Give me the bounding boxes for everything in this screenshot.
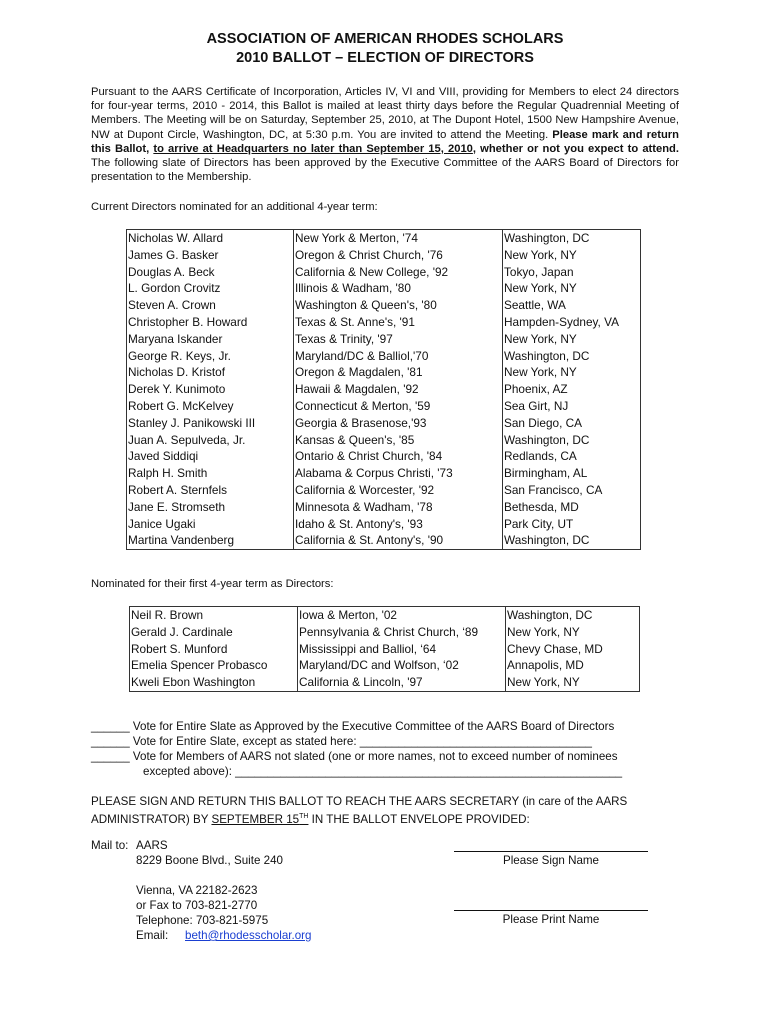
sign-name-label: Please Sign Name xyxy=(502,854,600,867)
cell-college: Kansas & Queen's, '85 xyxy=(294,432,503,449)
cell-college: Texas & Trinity, '97 xyxy=(294,331,503,348)
return-instruction-prefix: ADMINISTRATOR) BY xyxy=(91,813,212,826)
intro-deadline: to arrive at Headquarters no later than September 15, 2010 xyxy=(153,142,473,155)
intro-bold-1: Please mark and return this Ballot, xyxy=(91,128,679,155)
return-deadline xyxy=(211,813,308,826)
table-row xyxy=(127,415,641,432)
table-row xyxy=(127,398,641,415)
cell-name: George R. Keys, Jr. xyxy=(127,348,294,365)
return-instruction-line2 xyxy=(91,809,530,827)
mail-fax: or Fax to 703-821-2770 xyxy=(136,899,258,912)
cell-name: James G. Basker xyxy=(127,247,294,264)
cell-college: Washington & Queen's, '80 xyxy=(294,297,503,314)
cell-college: California & Lincoln, '97 xyxy=(298,674,506,691)
new-directors-label: Nominated for their first 4-year term as Directors: xyxy=(91,578,334,590)
cell-college: Hawaii & Magdalen, '92 xyxy=(294,381,503,398)
table-row xyxy=(130,641,640,658)
cell-name: Neil R. Brown xyxy=(130,607,298,624)
cell-college: Illinois & Wadham, '80 xyxy=(294,280,503,297)
cell-college: Connecticut & Merton, '59 xyxy=(294,398,503,415)
ballot-title-line2: 2010 BALLOT – ELECTION OF DIRECTORS xyxy=(236,50,534,66)
cell-name: Ralph H. Smith xyxy=(127,465,294,482)
cell-name: Gerald J. Cardinale xyxy=(130,624,298,641)
vote-option-not-slated[interactable]: ______ Vote for Members of AARS not slated (one or more names, not to exceed number of nominees xyxy=(91,750,618,763)
cell-college: Ontario & Christ Church, '84 xyxy=(294,448,503,465)
table-row xyxy=(127,280,641,297)
cell-location: Washington, DC xyxy=(503,348,641,365)
cell-location: San Francisco, CA xyxy=(503,482,641,499)
cell-location: Birmingham, AL xyxy=(503,465,641,482)
cell-college: California & St. Antony's, '90 xyxy=(294,532,503,549)
print-name-line[interactable] xyxy=(454,910,648,911)
intro-text-1: Pursuant to the AARS Certificate of Incorporation, Articles IV, VI and VIII, providing for Members to elect 24 directors for four-year terms, 2010 - 2014, this Ballot is mailed at least thirty days before the Regular Quadrennial Meeting of Members. The Meeting will be on Saturday, September 25, 2010, at The Dupont Hotel, 1500 New Hampshire Avenue, NW at Dupont Circle, Washington, DC, at 5:30 p.m. You are invited to attend the Meeting. xyxy=(91,86,679,141)
cell-college: Maryland/DC & Balliol,'70 xyxy=(294,348,503,365)
cell-name: Javed Siddiqi xyxy=(127,448,294,465)
mail-email-label: Email: xyxy=(136,929,169,942)
current-directors-table xyxy=(126,229,641,550)
table-row xyxy=(130,657,640,674)
cell-location: Washington, DC xyxy=(503,532,641,549)
cell-college: Iowa & Merton, '02 xyxy=(298,607,506,624)
cell-location: Washington, DC xyxy=(503,432,641,449)
cell-location: Seattle, WA xyxy=(503,297,641,314)
cell-name: Janice Ugaki xyxy=(127,516,294,533)
cell-location: Washington, DC xyxy=(506,607,640,624)
cell-location: New York, NY xyxy=(506,674,640,691)
table-row xyxy=(127,516,641,533)
cell-college: Texas & St. Anne's, '91 xyxy=(294,314,503,331)
cell-name: Martina Vandenberg xyxy=(127,532,294,549)
cell-college: Minnesota & Wadham, '78 xyxy=(294,499,503,516)
cell-college: Mississippi and Balliol, ‘64 xyxy=(298,641,506,658)
mail-to-label: Mail to: xyxy=(91,839,129,852)
table-row xyxy=(127,247,641,264)
cell-location: Hampden-Sydney, VA xyxy=(503,314,641,331)
cell-location: Bethesda, MD xyxy=(503,499,641,516)
mail-city: Vienna, VA 22182-2623 xyxy=(136,884,258,897)
ballot-title-line1: ASSOCIATION OF AMERICAN RHODES SCHOLARS xyxy=(206,31,564,47)
table-row xyxy=(130,674,640,691)
cell-name: Nicholas D. Kristof xyxy=(127,364,294,381)
cell-name: L. Gordon Crovitz xyxy=(127,280,294,297)
table-row xyxy=(127,348,641,365)
cell-college: Georgia & Brasenose,'93 xyxy=(294,415,503,432)
cell-location: New York, NY xyxy=(503,247,641,264)
table-row xyxy=(127,297,641,314)
intro-bold-2: , whether or not you expect to attend. xyxy=(472,142,680,155)
table-row xyxy=(127,482,641,499)
table-row xyxy=(127,432,641,449)
mail-org: AARS xyxy=(136,839,168,852)
mail-email-link[interactable]: beth@rhodesscholar.org xyxy=(185,929,312,942)
cell-location: New York, NY xyxy=(506,624,640,641)
cell-name: Jane E. Stromseth xyxy=(127,499,294,516)
intro-paragraph xyxy=(91,85,679,184)
new-directors-table xyxy=(129,606,640,692)
cell-name: Douglas A. Beck xyxy=(127,264,294,281)
cell-college: Oregon & Magdalen, '81 xyxy=(294,364,503,381)
table-row xyxy=(127,499,641,516)
cell-name: Steven A. Crown xyxy=(127,297,294,314)
vote-option-entire-slate[interactable]: ______ Vote for Entire Slate as Approved by the Executive Committee of the AARS Board of Directors xyxy=(91,720,615,733)
cell-location: New York, NY xyxy=(503,331,641,348)
cell-location: New York, NY xyxy=(503,364,641,381)
cell-location: New York, NY xyxy=(503,280,641,297)
cell-name: Christopher B. Howard xyxy=(127,314,294,331)
cell-college: Maryland/DC and Wolfson, ‘02 xyxy=(298,657,506,674)
table-row xyxy=(127,364,641,381)
cell-name: Nicholas W. Allard xyxy=(127,230,294,247)
table-row xyxy=(127,230,641,247)
table-row xyxy=(127,264,641,281)
cell-college: Oregon & Christ Church, '76 xyxy=(294,247,503,264)
cell-location: Phoenix, AZ xyxy=(503,381,641,398)
table-row xyxy=(127,532,641,549)
cell-location: Washington, DC xyxy=(503,230,641,247)
cell-name: Derek Y. Kunimoto xyxy=(127,381,294,398)
vote-option-not-slated-cont[interactable]: excepted above): ____________________________________________________________ xyxy=(143,765,623,778)
cell-location: San Diego, CA xyxy=(503,415,641,432)
return-instruction-line1: PLEASE SIGN AND RETURN THIS BALLOT TO REACH THE AARS SECRETARY (in care of the AARS xyxy=(91,795,628,808)
cell-college: California & New College, '92 xyxy=(294,264,503,281)
table-row xyxy=(127,381,641,398)
cell-name: Robert S. Munford xyxy=(130,641,298,658)
mail-street: 8229 Boone Blvd., Suite 240 xyxy=(136,854,283,867)
cell-location: Annapolis, MD xyxy=(506,657,640,674)
cell-name: Juan A. Sepulveda, Jr. xyxy=(127,432,294,449)
cell-location: Sea Girt, NJ xyxy=(503,398,641,415)
print-name-label: Please Print Name xyxy=(502,913,600,926)
intro-text-2: The following slate of Directors has been approved by the Executive Committee of the AARS Board of Directors for presentation to the Membership. xyxy=(91,157,679,184)
cell-college: New York & Merton, '74 xyxy=(294,230,503,247)
table-row xyxy=(127,314,641,331)
mail-telephone: Telephone: 703-821-5975 xyxy=(136,914,269,927)
table-row xyxy=(130,624,640,641)
cell-name: Robert G. McKelvey xyxy=(127,398,294,415)
cell-college: Idaho & St. Antony's, '93 xyxy=(294,516,503,533)
signature-line[interactable] xyxy=(454,851,648,852)
cell-name: Stanley J. Panikowski III xyxy=(127,415,294,432)
cell-college: California & Worcester, '92 xyxy=(294,482,503,499)
current-directors-label: Current Directors nominated for an additional 4-year term: xyxy=(91,201,378,213)
table-row xyxy=(130,607,640,624)
cell-college: Alabama & Corpus Christi, '73 xyxy=(294,465,503,482)
table-row xyxy=(127,448,641,465)
cell-location: Redlands, CA xyxy=(503,448,641,465)
cell-name: Maryana Iskander xyxy=(127,331,294,348)
table-row xyxy=(127,331,641,348)
cell-name: Kweli Ebon Washington xyxy=(130,674,298,691)
cell-name: Emelia Spencer Probasco xyxy=(130,657,298,674)
cell-name: Robert A. Sternfels xyxy=(127,482,294,499)
cell-location: Park City, UT xyxy=(503,516,641,533)
vote-option-slate-except[interactable]: ______ Vote for Entire Slate, except as stated here: ____________________________________ xyxy=(91,735,592,748)
table-row xyxy=(127,465,641,482)
return-instruction-suffix: IN THE BALLOT ENVELOPE PROVIDED: xyxy=(308,813,530,826)
cell-location: Chevy Chase, MD xyxy=(506,641,640,658)
return-deadline-date: SEPTEMBER 15 xyxy=(211,813,300,826)
cell-location: Tokyo, Japan xyxy=(503,264,641,281)
cell-college: Pennsylvania & Christ Church, ‘89 xyxy=(298,624,506,641)
return-deadline-suffix: TH xyxy=(299,813,309,820)
